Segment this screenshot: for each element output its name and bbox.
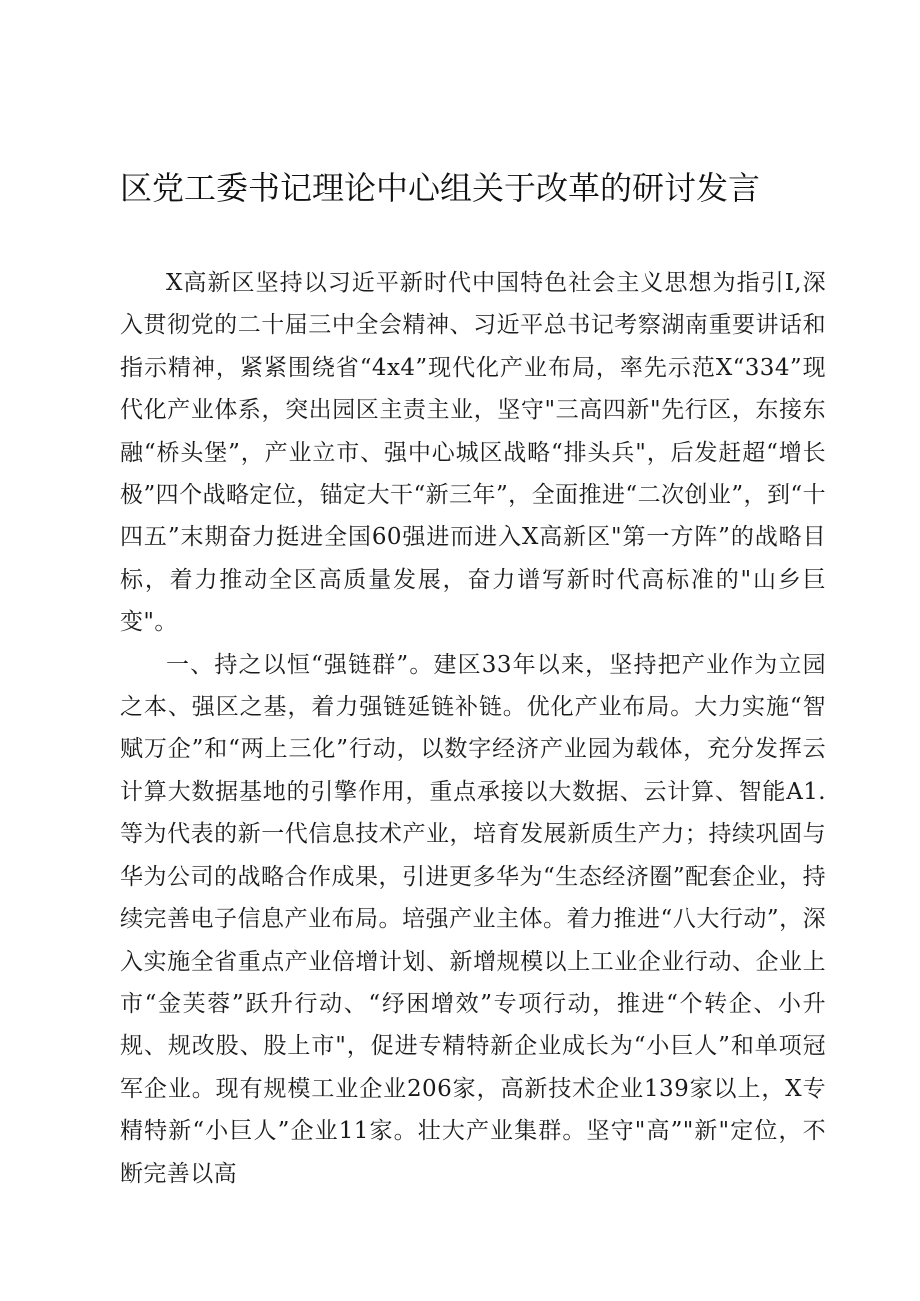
intro-paragraph: X高新区坚持以习近平新时代中国特色社会主义思想为指引I,深入贯彻党的二十届三中全会精神、习近平总书记考察湖南重要讲话和指示精神，紧紧围绕省“4x4”现代化产业布局，率先示范X“334”现代化产业体系，突出园区主责主业，坚守"三高四新"先行区，东接东融“桥头堡”，产业立市、强中心城区战略“排头兵"，后发赶超“增长极”四个战略定位，锚定大干“新三年”，全面推进“二次创业”，到“十四五”末期奋力挺进全国60强进而进入X高新区"第一方阵”的战略目标，着力推动全区高质量发展，奋力谱写新时代高标准的"山乡巨变"。 [120, 270, 826, 636]
document-title: 区党工委书记理论中心组关于改革的研讨发言 [120, 169, 761, 207]
document-body [120, 262, 826, 1195]
section-one-paragraph: 一、持之以恒“强链群”。建区33年以来，坚持把产业作为立园之本、强区之基，着力强链延链补链。优化产业布局。大力实施“智赋万企”和“两上三化”行动，以数字经济产业园为载体，充分发挥云计算大数据基地的引擎作用，重点承接以大数据、云计算、智能A1.等为代表的新一代信息技术产业，培育发展新质生产力；持续巩固与华为公司的战略合作成果，引进更多华为“生态经济圈”配套企业，持续完善电子信息产业布局。培强产业主体。着力推进“八大行动”，深入实施全省重点产业倍增计划、新增规模以上工业企业行动、企业上市“金芙蓉”跃升行动、“纾困增效”专项行动，推进“个转企、小升规、规改股、股上市"，促进专精特新企业成长为“小巨人”和单项冠军企业。现有规模工业企业206家，高新技术企业139家以上，X专精特新“小巨人”企业11家。壮大产业集群。坚守"高”"新"定位，不断完善以高 [120, 651, 826, 1187]
